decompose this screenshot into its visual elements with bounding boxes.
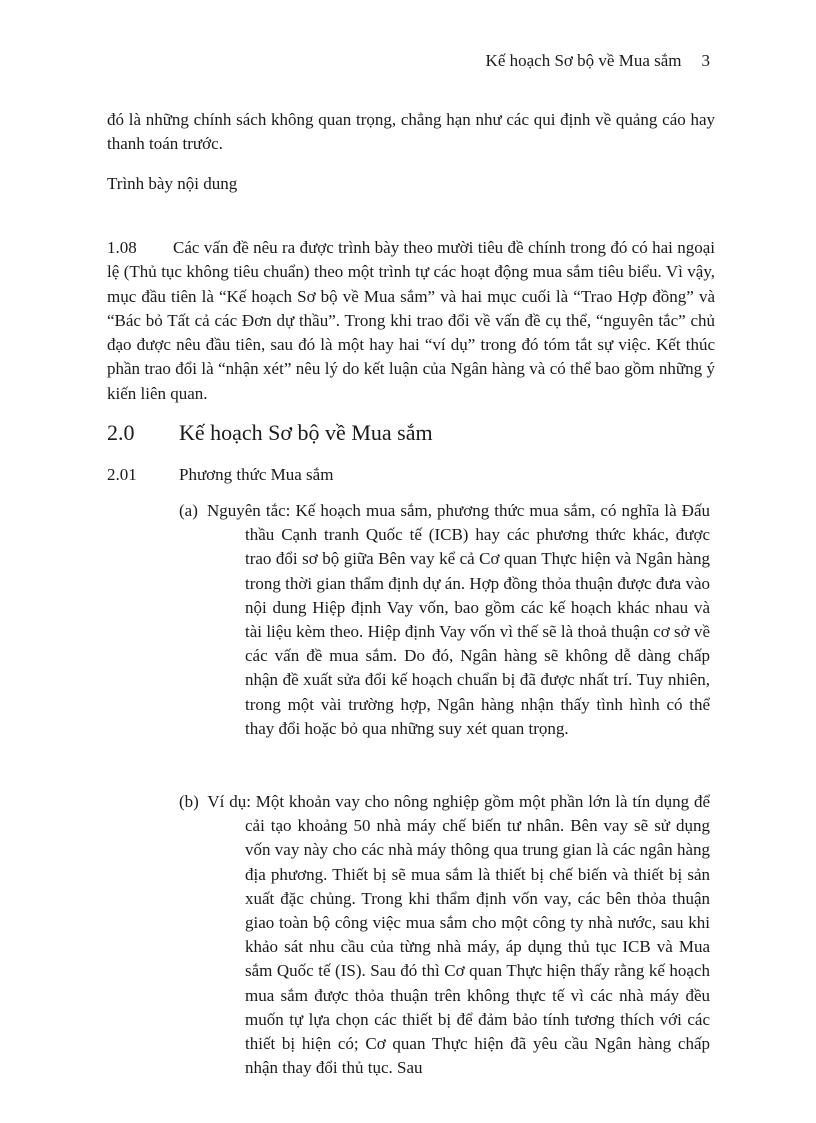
list-item-b [179,790,710,1080]
item-marker: (a) [179,501,198,520]
item-text: Nguyên tắc: Kế hoạch mua sắm, phương thức mua sắm, có nghĩa là Đấu thầu Cạnh tranh Quốc tế (ICB) hay các phương thức khác, được trao đổi sơ bộ giữa Bên vay kể cả Cơ quan Thực hiện và Ngân hàng trong thời gian thẩm định dự án. Hợp đồng thỏa thuận được đưa vào nội dung Hiệp định Vay vốn, bao gồm các kế hoạch khác nhau và tài liệu kèm theo. Hiệp định Vay vốn vì thế sẽ là thoả thuận cơ sở về các vấn đề mua sắm. Do đó, Ngân hàng sẽ không dễ dàng chấp nhận đề xuất sửa đổi kế hoạch chuẩn bị đã được nhất trí. Tuy nhiên, trong một vài trường hợp, Ngân hàng nhận thấy tình hình có thể thay đổi hoặc bỏ qua những suy xét quan trọng. [206,501,711,738]
item-text: Ví dụ: Một khoản vay cho nông nghiệp gồm một phần lớn là tín dụng để cải tạo khoảng 50 nhà máy chế biến tư nhân. Bên vay sẽ sử dụng vốn vay này cho các nhà máy thông qua trung gian là các ngân hàng địa phương. Thiết bị sẽ mua sắm là thiết bị chế biến và thiết bị sản xuất đặc chủng. Trong khi thẩm định vốn vay, các bên thỏa thuận giao toàn bộ công việc mua sắm cho một công ty nhà nước, sau khi khảo sát nhu cầu của từng nhà máy, áp dụng thủ tục ICB và Mua sắm Quốc tế (IS). Sau đó thì Cơ quan Thực hiện thấy rằng kế hoạch mua sắm được thỏa thuận trên không thực tế vì các nhà máy đều muốn tự lựa chọn các thiết bị để đảm bảo tính tương thích với các thiết bị hiện có; Cơ quan Thực hiện đã yêu cầu Ngân hàng chấp nhận thay đổi thủ tục. Sau [207,792,710,1078]
paragraph-text: Các vấn đề nêu ra được trình bày theo mười tiêu đề chính trong đó có hai ngoại lệ (Thủ tục không tiêu chuẩn) theo một trình tự các hoạt động mua sắm tiêu biểu. Vì vậy, mục đầu tiên là “Kế hoạch Sơ bộ về Mua sắm” và hai mục cuối là “Trao Hợp đồng” và “Bác bỏ Tất cả các Đơn dự thầu”. Trong khi trao đổi về vấn đề cụ thể, “nguyên tắc” chủ đạo được nêu đầu tiên, sau đó là một hay hai “ví dụ” trong đó tóm tắt sự việc. Kết thúc phần trao đổi là “nhận xét” nêu lý do kết luận của Ngân hàng và có thể bao gồm những ý kiến liên quan. [107,238,715,403]
subheading-presentation: Trình bày nội dung [107,174,238,193]
page-number: 3 [701,51,710,70]
section-title: Kế hoạch Sơ bộ về Mua sắm [179,420,433,445]
subsection-number: 2.01 [107,465,137,484]
subsection-heading [107,463,333,487]
subsection-title: Phương thức Mua sắm [179,465,334,484]
running-header [486,50,710,72]
paragraph-number: 1.08 [107,238,137,257]
running-title: Kế hoạch Sơ bộ về Mua sắm [485,51,682,70]
section-heading [107,419,433,447]
continuation-paragraph: đó là những chính sách không quan trọng, chẳng hạn như các qui định về quảng cáo hay thanh toán trước. [107,110,715,154]
item-marker: (b) [179,792,199,811]
paragraph-1-08 [107,236,715,406]
section-number: 2.0 [107,420,135,445]
list-item-a [179,499,710,741]
